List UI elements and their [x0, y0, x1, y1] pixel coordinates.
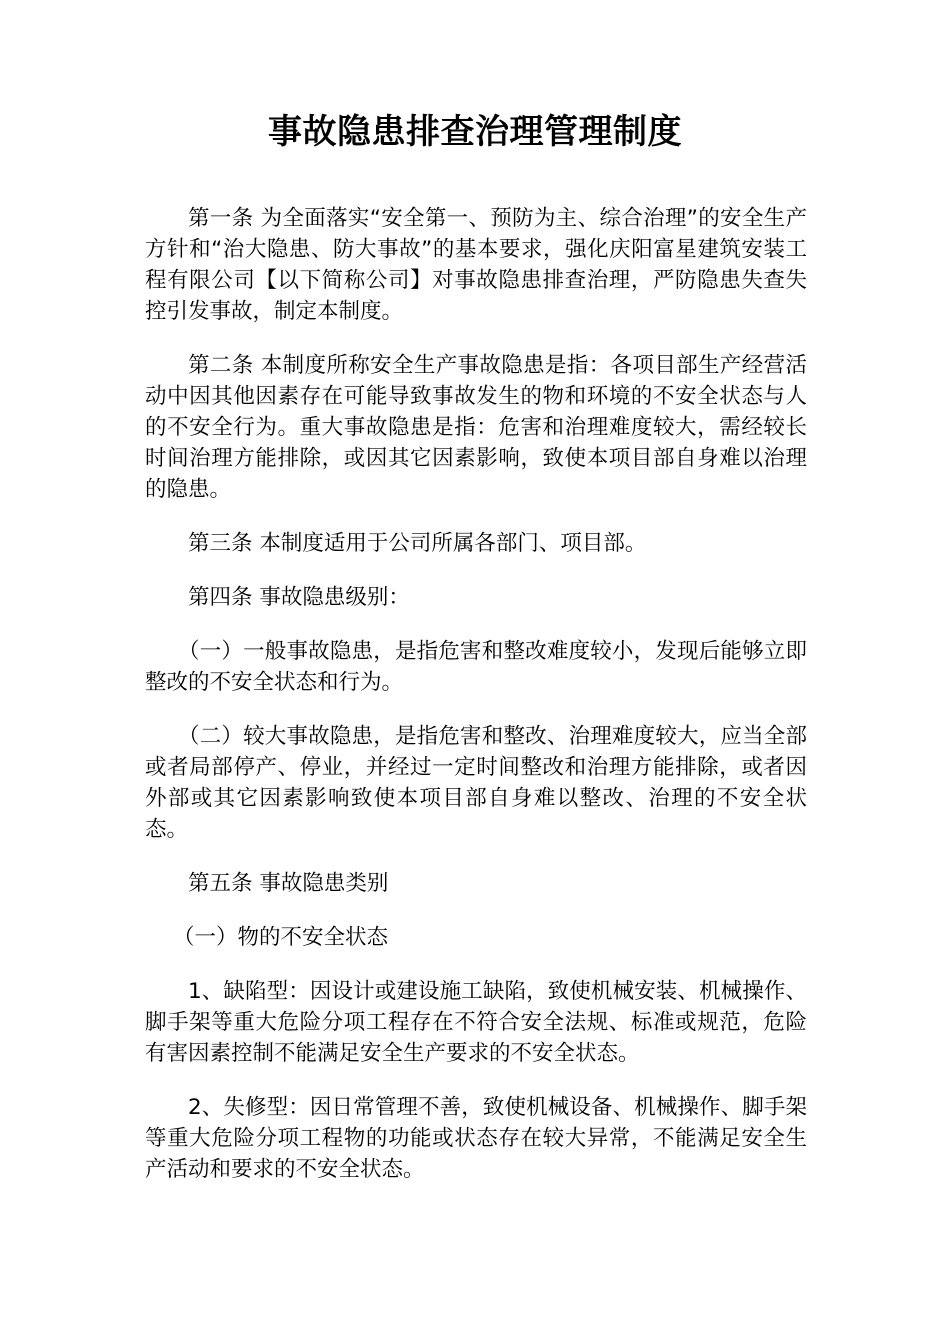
document-body: [145, 203, 807, 1185]
article-5-section-1: （一）物的不安全状态: [173, 925, 389, 950]
article-4-item-1: （一）一般事故隐患，是指危害和整改难度较小，发现后能够立即整改的不安全状态和行为。: [145, 639, 807, 695]
article-4-item-2: （二）较大事故隐患，是指危害和整改、治理难度较大，应当全部或者局部停产、停业，并经过一定时间整改和治理方能排除，或者因外部或其它因素影响致使本项目部自身难以整改、治理的不安全状态。: [145, 724, 807, 842]
article-4-paragraph: 第四条 事故隐患级别：: [188, 585, 410, 610]
article-1-paragraph: 第一条 为全面落实“安全第一、预防为主、综合治理”的安全生产方针和“治大隐患、防大事故”的基本要求，强化庆阳富星建筑安装工程有限公司【以下简称公司】对事故隐患排查治理，严防隐患失查失控引发事故，制定本制度。: [145, 206, 807, 324]
article-3-paragraph: 第三条 本制度适用于公司所属各部门、项目部。: [188, 531, 647, 556]
article-2-paragraph: 第二条 本制度所称安全生产事故隐患是指：各项目部生产经营活动中因其他因素存在可能导致事故发生的物和环境的不安全状态与人的不安全行为。重大事故隐患是指：危害和治理难度较大，需经较长时间治理方能排除，或因其它因素影响，致使本项目部自身难以治理的隐患。: [145, 353, 807, 502]
article-5-item-2: 2、失修型：因日常管理不善，致使机械设备、机械操作、脚手架等重大危险分项工程物的功能或状态存在较大异常，不能满足安全生产活动和要求的不安全状态。: [145, 1095, 807, 1182]
article-5-item-1: 1、缺陷型：因设计或建设施工缺陷，致使机械安装、机械操作、脚手架等重大危险分项工程存在不符合安全法规、标准或规范，危险有害因素控制不能满足安全生产要求的不安全状态。: [145, 979, 807, 1066]
article-5-paragraph: 第五条 事故隐患类别: [188, 871, 389, 896]
document-title: 事故隐患排查治理管理制度: [268, 112, 682, 152]
